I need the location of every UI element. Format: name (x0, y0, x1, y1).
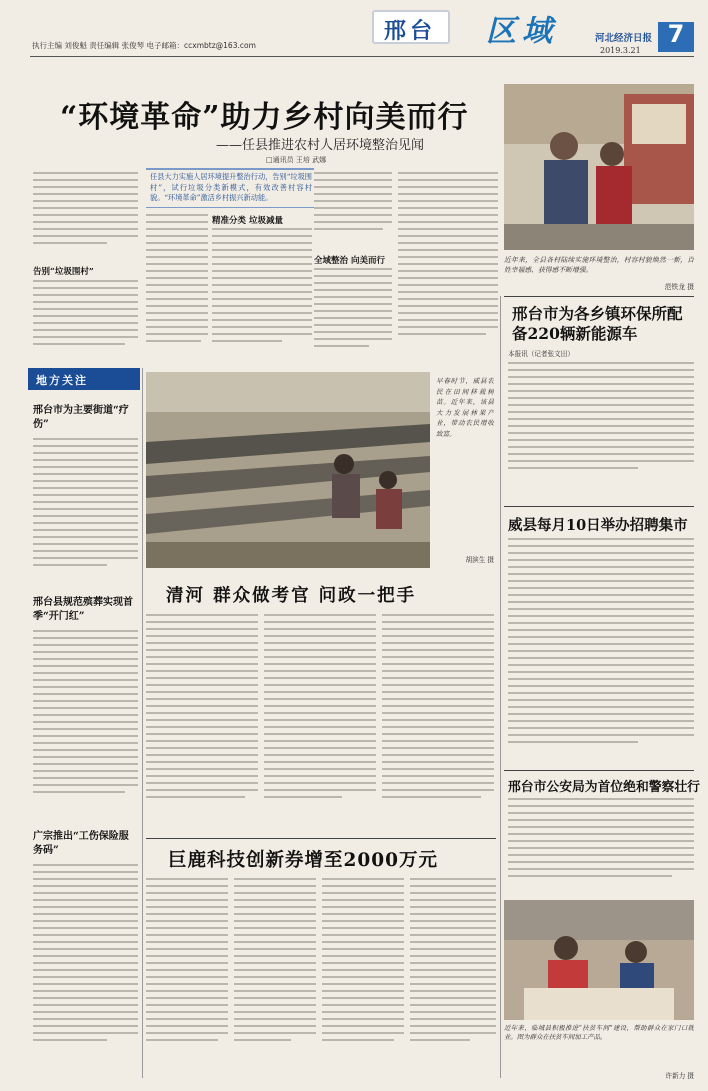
column-rule (500, 296, 501, 1078)
lead-intro-text (33, 172, 138, 262)
lead-section-heading: 精准分类 垃圾减量 (212, 216, 283, 226)
julu-headline: 巨鹿科技创新券增至2000万元 (168, 850, 438, 871)
field-photo-credit: 胡滨生 摄 (465, 556, 494, 564)
column-label: 地方关注 (36, 374, 88, 387)
qinghe-body-col-1 (146, 614, 258, 834)
right-top-byline: 本报讯（记者张文田） (508, 350, 574, 358)
column-item-title: 邢台县规范殡葬实现首季“开门红” (33, 597, 133, 622)
lead-body-col-6 (398, 172, 498, 364)
column-rule (142, 368, 143, 1078)
masthead (0, 0, 708, 76)
lead-body-col-4 (314, 172, 392, 248)
lead-body-col-3 (212, 228, 312, 364)
right-mid-headline: 威县每月10日举办招聘集市 (508, 517, 688, 534)
julu-body-col-1 (146, 878, 228, 1074)
right-top-headline: 邢台市为各乡镇环保所配备220辆新能源车 (512, 304, 683, 343)
julu-body-col-4 (410, 878, 496, 1074)
column-item-body (33, 864, 138, 1074)
lead-byline: □通讯员 王培 武娜 (266, 156, 327, 164)
lead-photo (504, 84, 694, 250)
bottom-photo (504, 900, 694, 1020)
right-bottom-body (508, 798, 694, 890)
issue-date: 2019.3.21 (600, 46, 641, 55)
right-mid-body (508, 538, 694, 766)
lead-body-col-1 (33, 280, 138, 360)
lead-headline: “环境革命”助力乡村向美而行 (60, 100, 469, 135)
right-top-rule (504, 296, 694, 297)
right-top-body (508, 362, 694, 482)
right-bottom-headline: 邢台市公安局为首位绝和警察壮行 (508, 780, 700, 795)
bottom-photo-caption: 近年来，临城县积极推进“扶贫车间”建设，帮助群众在家门口就业。图为群众在扶贫车间加工产品。 (504, 1024, 694, 1042)
paper-name: 河北经济日报 (595, 33, 653, 44)
column-item-body (33, 438, 138, 588)
julu-body-col-3 (322, 878, 404, 1074)
page-number: 7 (667, 20, 685, 48)
lead-body-col-2 (146, 214, 208, 364)
field-photo (146, 372, 430, 568)
column-item-body (33, 630, 138, 820)
brand-calligraphy: 区域 (486, 14, 558, 49)
column-item-title: 邢台市为主要街道“疗伤” (33, 405, 129, 430)
lead-subhead: ——任县推进农村人居环境整治见闻 (216, 138, 425, 153)
column-item-title: 广宗推出“工伤保险服务码” (33, 831, 129, 856)
lead-section-heading: 告别“垃圾围村” (33, 267, 94, 277)
qinghe-headline: 清河 群众做考官 问政一把手 (166, 586, 417, 606)
section-title: 邢台 (384, 18, 437, 44)
qinghe-body-col-2 (264, 614, 376, 834)
lead-body-col-5 (314, 268, 392, 364)
julu-rule (146, 838, 496, 839)
qinghe-body-col-3 (382, 614, 494, 834)
bottom-photo-credit: 许新力 摄 (665, 1072, 694, 1080)
right-bottom-rule (504, 770, 694, 771)
right-mid-rule (504, 506, 694, 507)
masthead-rule (30, 56, 694, 57)
lead-pullquote: 任县大力实施人居环境提升整治行动，告别“垃圾围村”，试行垃圾分类新模式，有效改善村容村貌。“环境革命”激活乡村振兴新动能。 (150, 172, 312, 202)
julu-body-col-2 (234, 878, 316, 1074)
editors-line: 执行主编 刘俊魁 责任编辑 张俊琴 电子邮箱：ccxmbtz@163.com (32, 41, 256, 50)
lead-photo-caption: 近年来，全县各村陆续实施环境整治，村容村貌焕然一新，百姓幸福感、获得感不断增强。 (504, 256, 694, 274)
field-photo-caption: 早春时节，威县农民在田间移栽树苗。近年来，该县大力发展林果产业，带动农民增收致富。 (436, 377, 494, 438)
lead-photo-credit: 范铁龙 摄 (664, 283, 694, 291)
lead-section-heading: 全域整治 向美而行 (314, 256, 385, 266)
